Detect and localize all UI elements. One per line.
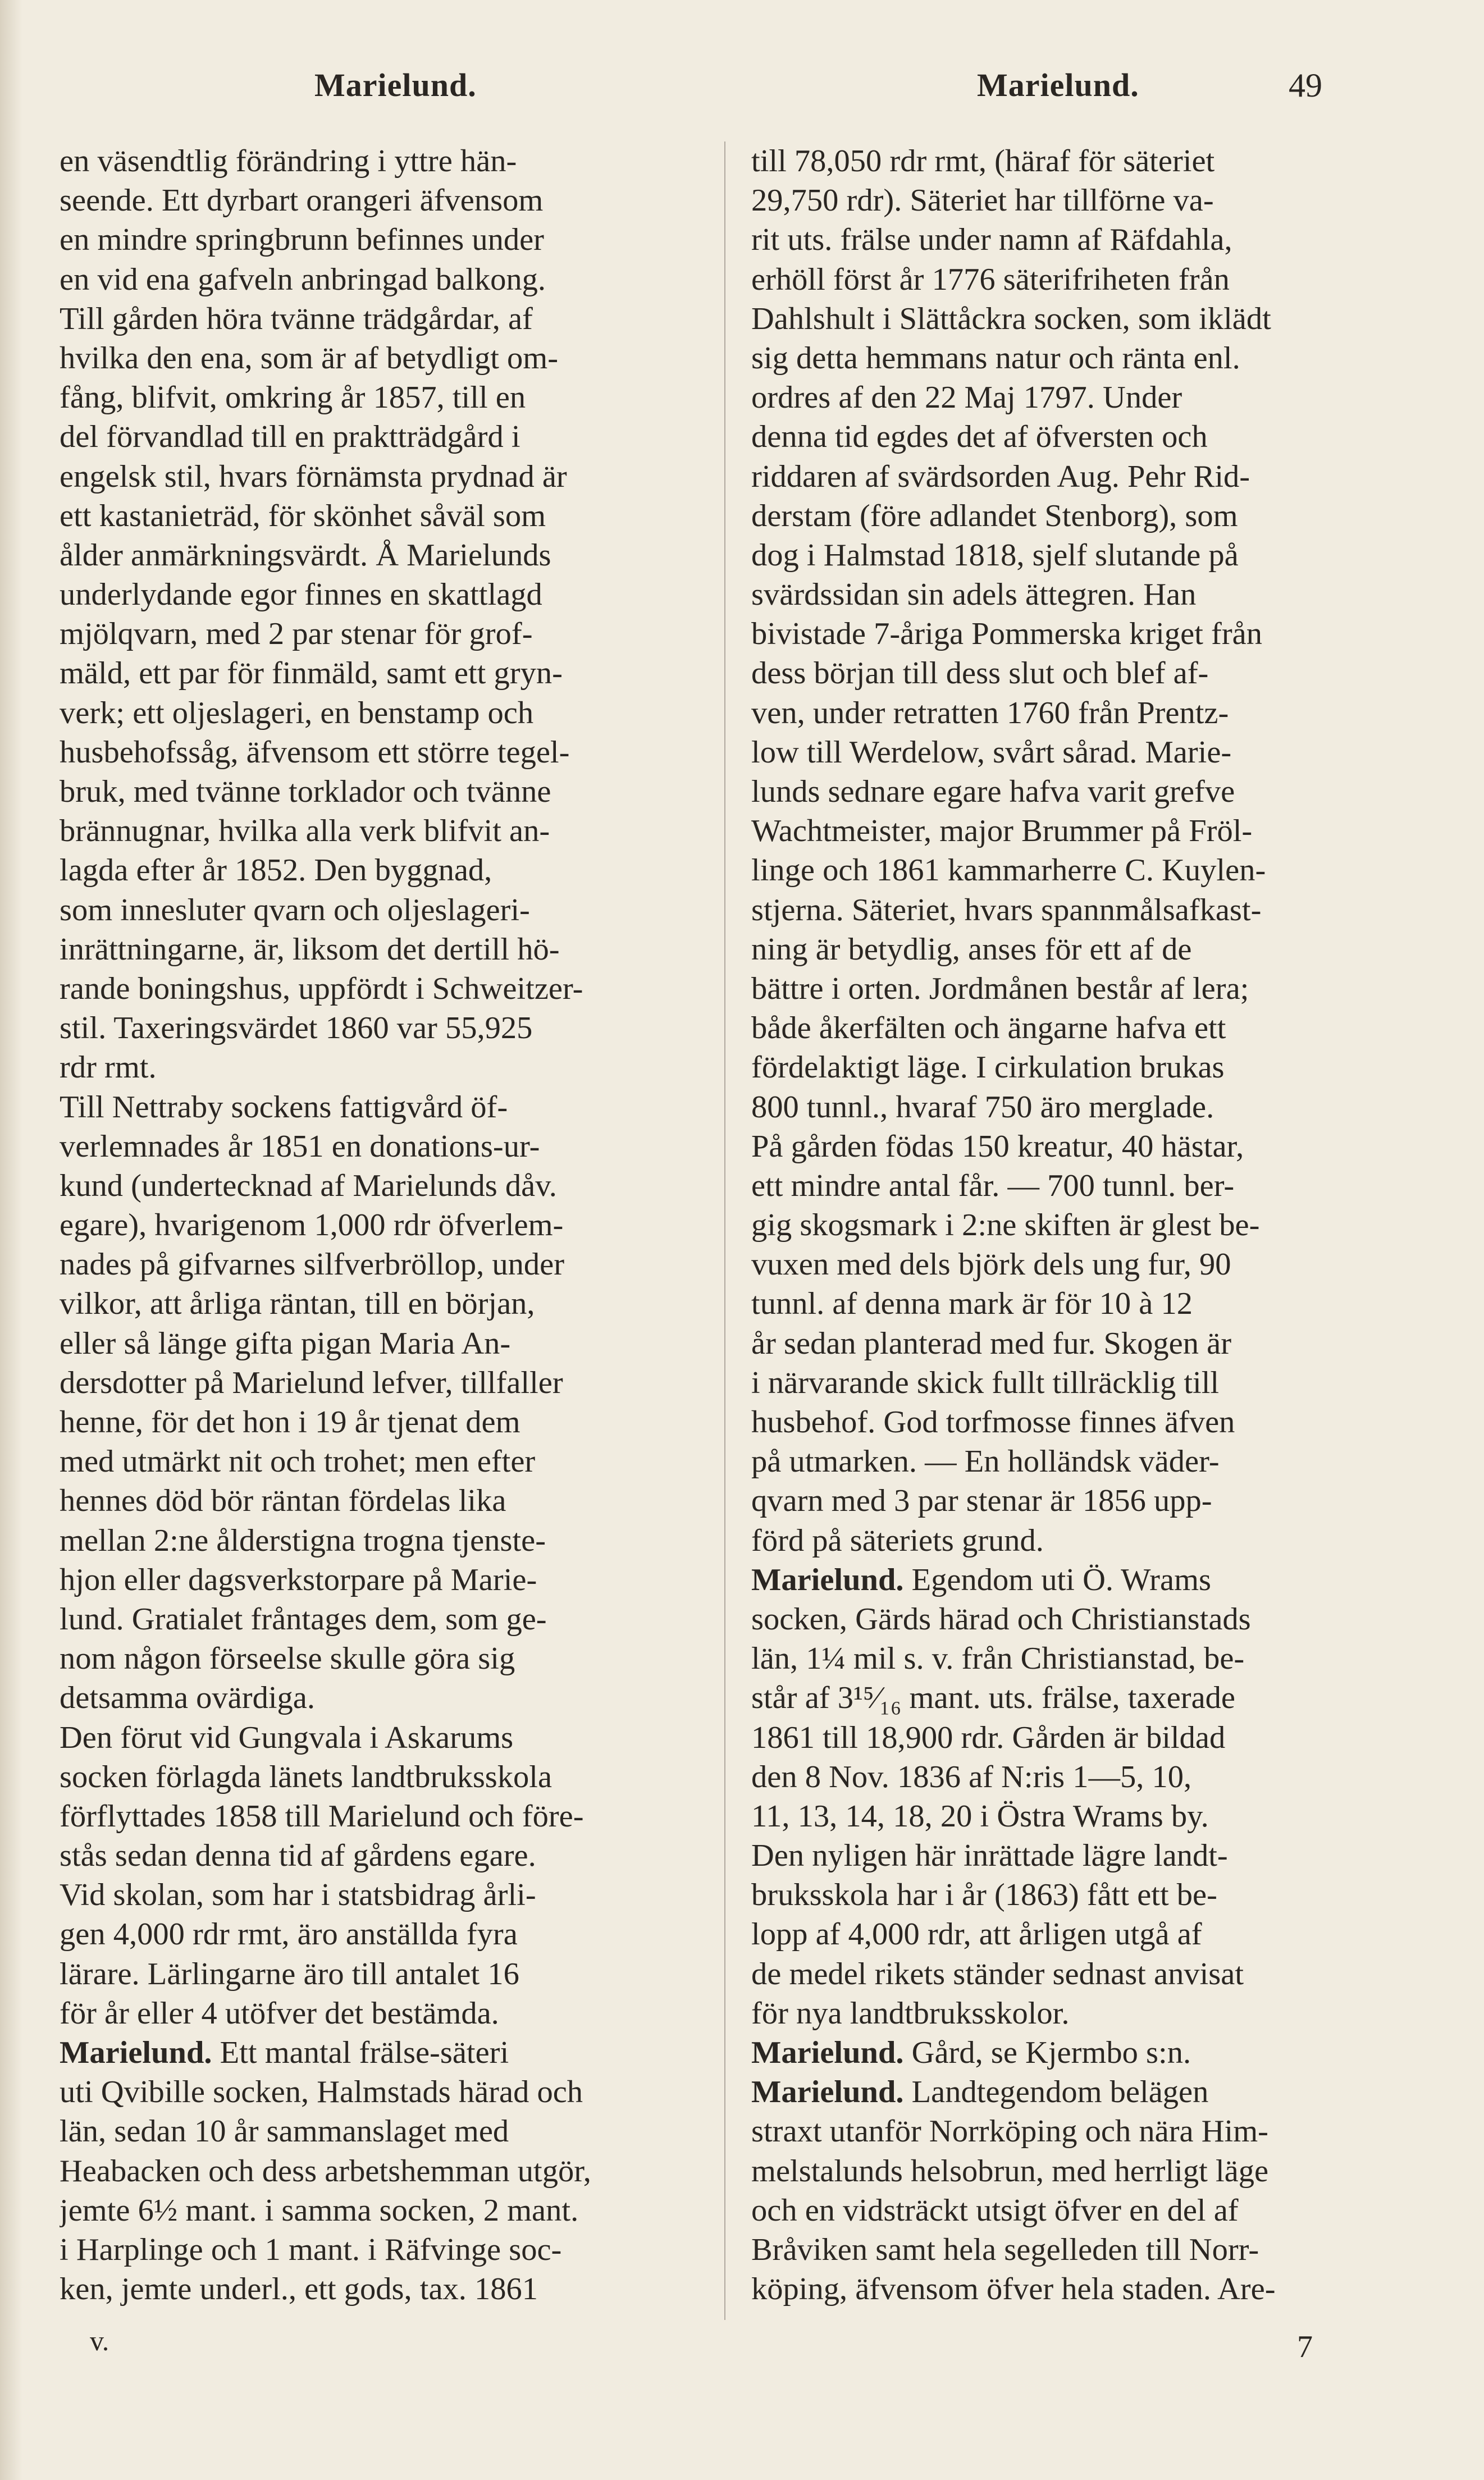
text-line: den 8 Nov. 1836 af N:ris 1—5, 10, (751, 1759, 1192, 1794)
page-number: 49 (1289, 67, 1322, 104)
text-line: gen 4,000 rdr rmt, äro anställda fyra (60, 1917, 518, 1952)
text-line: Marielund. Gård, se Kjermbo s:n. (751, 2035, 1191, 2070)
text-line: på utmarken. — En holländsk väder- (751, 1444, 1220, 1479)
text-line: dersdotter på Marielund lefver, tillfaller (60, 1365, 563, 1400)
text-line: för år eller 4 utöfver det bestämda. (60, 1995, 499, 2031)
signature-mark: v. (90, 2325, 109, 2356)
text-line: stås sedan denna tid af gårdens egare. (60, 1838, 536, 1874)
text-line: ordres af den 22 Maj 1797. Under (751, 380, 1182, 415)
text-line: seende. Ett dyrbart orangeri äfvensom (60, 183, 544, 218)
text-line: ålder anmärkningsvärdt. Å Marielunds (60, 537, 551, 573)
running-head-right: Marielund. (977, 67, 1139, 103)
text-line: fång, blifvit, omkring år 1857, till en (60, 380, 526, 415)
text-line: ning är betydlig, anses för ett af de (751, 931, 1192, 967)
text-line: mjölqvarn, med 2 par stenar för grof- (60, 616, 533, 652)
text-line: socken förlagda länets landtbruksskola (60, 1759, 552, 1794)
text-line: står af 3¹⁵⁄₁₆ mant. uts. frälse, taxerade (751, 1680, 1236, 1716)
text-line: för nya landtbruksskolor. (751, 1995, 1070, 2031)
text-line: linge och 1861 kammarherre C. Kuylen- (751, 853, 1266, 888)
text-line: engelsk stil, hvars förnämsta prydnad är (60, 459, 567, 494)
text-line: erhöll först år 1776 säterifriheten från (751, 262, 1230, 297)
text-line: Bråviken samt hela segelleden till Norr- (751, 2232, 1259, 2267)
text-line: rande boningshus, uppfördt i Schweitzer- (60, 971, 583, 1006)
text-line: bruk, med tvänne torklador och tvänne (60, 774, 551, 809)
text-line: nom någon förseelse skulle göra sig (60, 1641, 515, 1677)
text-line: förflyttades 1858 till Marielund och före- (60, 1798, 584, 1834)
text-line: en mindre springbrunn befinnes under (60, 222, 544, 258)
text-line: vuxen med dels björk dels ung fur, 90 (751, 1247, 1231, 1282)
text-line: en väsendtlig förändring i yttre hän- (60, 144, 517, 179)
text-line: del förvandlad till en praktträdgård i (60, 419, 520, 455)
text-line: till 78,050 rdr rmt, (häraf för säteriet (751, 144, 1215, 179)
text-line: som innesluter qvarn och oljeslageri- (60, 892, 530, 928)
text-line: med utmärkt nit och trohet; men efter (60, 1444, 536, 1479)
text-line: bruksskola har i år (1863) fått ett be- (751, 1878, 1217, 1913)
text-line: dog i Halmstad 1818, sjelf slutande på (751, 537, 1239, 573)
text-line: jemte 6½ mant. i samma socken, 2 mant. (60, 2193, 579, 2228)
text-line: tunnl. af denna mark är för 10 à 12 (751, 1286, 1193, 1322)
text-line: inrättningarne, är, liksom det dertill hö- (60, 931, 560, 967)
gathering-number: 7 (1297, 2330, 1313, 2364)
text-line: både åkerfälten och ängarne hafva ett (751, 1011, 1226, 1046)
text-line: svärdssidan sin adels ättegren. Han (751, 577, 1197, 613)
text-line: mäld, ett par för finmäld, samt ett gryn- (60, 656, 563, 691)
text-line: vilkor, att årliga räntan, till en början, (60, 1286, 535, 1322)
text-line: mellan 2:ne ålderstigna trogna tjenste- (60, 1523, 546, 1558)
running-head-left: Marielund. (314, 67, 477, 103)
text-line: lunds sednare egare hafva varit grefve (751, 774, 1235, 809)
text-line: Wachtmeister, major Brummer på Fröl- (751, 814, 1253, 849)
text-line: nades på gifvarnes silfverbröllop, under (60, 1247, 565, 1282)
text-line: ett mindre antal får. — 700 tunnl. ber- (751, 1168, 1235, 1203)
text-line: hjon eller dagsverkstorpare på Marie- (60, 1562, 537, 1597)
text-line: gig skogsmark i 2:ne skiften är glest be- (751, 1208, 1260, 1243)
text-line: de medel rikets ständer sednast anvisat (751, 1956, 1244, 1992)
text-line: Marielund. Landtegendom belägen (751, 2075, 1209, 2110)
text-line: verlemnades år 1851 en donations-ur- (60, 1129, 540, 1164)
text-line: i Harplinge och 1 mant. i Räfvinge soc- (60, 2232, 562, 2267)
text-line: straxt utanför Norrköping och nära Him- (751, 2114, 1268, 2149)
text-line: egare), hvarigenom 1,000 rdr öfverlem- (60, 1208, 564, 1243)
text-line: och en vidsträckt utsigt öfver en del af (751, 2193, 1239, 2228)
text-line: stil. Taxeringsvärdet 1860 var 55,925 (60, 1011, 533, 1046)
text-line: i närvarande skick fullt tillräcklig till (751, 1365, 1220, 1400)
text-line: qvarn med 3 par stenar är 1856 upp- (751, 1483, 1212, 1519)
text-line: 11, 13, 14, 18, 20 i Östra Wrams by. (751, 1798, 1209, 1834)
text-line: Marielund. Egendom uti Ö. Wrams (751, 1562, 1212, 1597)
text-line: lopp af 4,000 rdr, att årligen utgå af (751, 1917, 1202, 1952)
left-text-column (60, 141, 700, 2309)
text-line: henne, för det hon i 19 år tjenat dem (60, 1405, 520, 1440)
text-line: rit uts. frälse under namn af Räfdahla, (751, 222, 1232, 258)
text-line: stjerna. Säteriet, hvars spannmålsafkast- (751, 892, 1262, 928)
text-line: lund. Gratialet fråntages dem, som ge- (60, 1601, 547, 1637)
text-line: Dahlshult i Slättåckra socken, som iklädt (751, 301, 1271, 336)
text-line: low till Werdelow, svårt sårad. Marie- (751, 734, 1232, 770)
text-line: kund (undertecknad af Marielunds dåv. (60, 1168, 557, 1203)
text-line: dess början till dess slut och blef af- (751, 656, 1209, 691)
text-line: husbehof. God torfmosse finnes äfven (751, 1405, 1235, 1440)
text-line: Den nyligen här inrättade lägre landt- (751, 1838, 1228, 1874)
text-line: ett kastanieträd, för skönhet såväl som (60, 498, 546, 533)
text-line: uti Qvibille socken, Halmstads härad och (60, 2075, 583, 2110)
text-line: socken, Gärds härad och Christianstads (751, 1601, 1251, 1637)
text-line: år sedan planterad med fur. Skogen är (751, 1326, 1232, 1361)
text-line: denna tid egdes det af öfversten och (751, 419, 1208, 455)
text-line: 800 tunnl., hvaraf 750 äro merglade. (751, 1089, 1214, 1125)
text-line: Marielund. Ett mantal frälse-säteri (60, 2035, 509, 2070)
text-line: underlydande egor finnes en skattlagd (60, 577, 542, 613)
text-line: Till gården höra tvänne trädgårdar, af (60, 301, 533, 336)
text-line: Vid skolan, som har i statsbidrag årli- (60, 1878, 536, 1913)
text-line: län, 1¼ mil s. v. från Christianstad, be- (751, 1641, 1245, 1677)
text-line: Heabacken och dess arbetshemman utgör, (60, 2153, 591, 2189)
right-text-column (751, 141, 1385, 2309)
text-line: melstalunds helsobrun, med herrligt läge (751, 2153, 1269, 2189)
text-line: fördelaktigt läge. I cirkulation brukas (751, 1050, 1225, 1085)
text-line: Till Nettraby sockens fattigvård öf- (60, 1089, 508, 1125)
text-line: På gården födas 150 kreatur, 40 hästar, (751, 1129, 1244, 1164)
text-line: förd på säteriets grund. (751, 1523, 1044, 1558)
text-line: en vid ena gafveln anbringad balkong. (60, 262, 546, 297)
text-line: hennes död bör räntan fördelas lika (60, 1483, 506, 1519)
text-line: 1861 till 18,900 rdr. Gården är bildad (751, 1720, 1226, 1755)
text-line: detsamma ovärdiga. (60, 1680, 315, 1716)
text-line: husbehofssåg, äfvensom ett större tegel- (60, 734, 570, 770)
text-line: verk; ett oljeslageri, en benstamp och (60, 695, 534, 730)
text-line: rdr rmt. (60, 1050, 157, 1085)
text-line: hvilka den ena, som är af betydligt om- (60, 340, 559, 376)
text-line: derstam (före adlandet Stenborg), som (751, 498, 1238, 533)
text-line: Den förut vid Gungvala i Askarums (60, 1720, 514, 1755)
text-line: lagda efter år 1852. Den byggnad, (60, 853, 492, 888)
text-line: sig detta hemmans natur och ränta enl. (751, 340, 1240, 376)
text-line: lärare. Lärlingarne äro till antalet 16 (60, 1956, 519, 1992)
text-line: ven, under retratten 1760 från Prentz- (751, 695, 1229, 730)
text-line: ken, jemte underl., ett gods, tax. 1861 (60, 2272, 538, 2307)
text-line: län, sedan 10 år sammanslaget med (60, 2114, 509, 2149)
text-line: bättre i orten. Jordmånen består af lera; (751, 971, 1249, 1006)
text-line: köping, äfvensom öfver hela staden. Are- (751, 2272, 1276, 2307)
text-line: eller så länge gifta pigan Maria An- (60, 1326, 511, 1361)
text-line: bivistade 7-åriga Pommerska kriget från (751, 616, 1262, 652)
text-line: riddaren af svärdsorden Aug. Pehr Rid- (751, 459, 1250, 494)
text-line: brännugnar, hvilka alla verk blifvit an- (60, 814, 550, 849)
page-edge-shadow (0, 0, 22, 2480)
column-divider (724, 141, 725, 2320)
text-line: 29,750 rdr). Säteriet har tillförne va- (751, 183, 1214, 218)
